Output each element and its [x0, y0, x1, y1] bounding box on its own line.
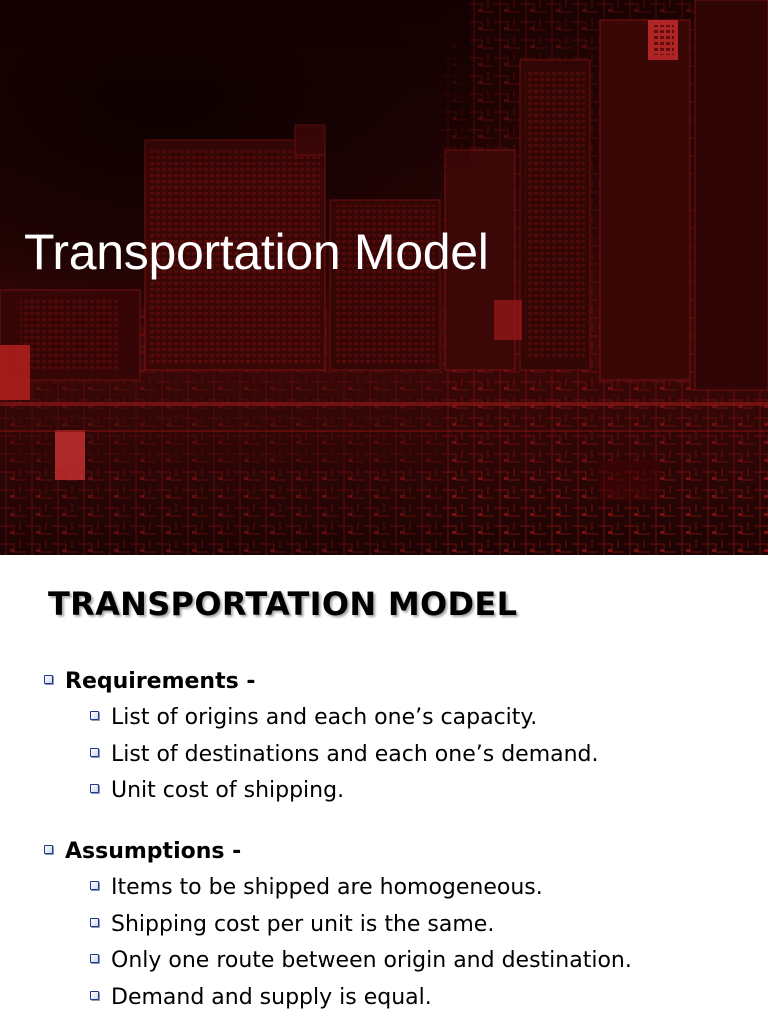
list-item-text: List of origins and each one’s capacity.	[111, 705, 538, 731]
hollow-square-bullet-icon	[90, 711, 99, 720]
list-item-text: List of destinations and each one’s demand.	[111, 741, 599, 767]
hollow-square-bullet-icon	[90, 991, 99, 1000]
hollow-square-bullet-icon	[90, 784, 99, 793]
hollow-square-bullet-icon	[44, 675, 53, 684]
list-item	[90, 979, 744, 1016]
hollow-square-bullet-icon	[44, 845, 53, 854]
list-item	[90, 736, 744, 773]
hollow-square-bullet-icon	[90, 954, 99, 963]
content-slide	[0, 555, 768, 1024]
list-item	[90, 700, 744, 737]
list-item	[90, 773, 744, 810]
hollow-square-bullet-icon	[90, 918, 99, 927]
slide-heading: TRANSPORTATION MODEL	[48, 585, 518, 623]
list-item	[90, 943, 744, 980]
bullet-list	[44, 663, 744, 1016]
section-label: Assumptions -	[65, 838, 242, 864]
list-item-text: Demand and supply is equal.	[111, 984, 432, 1010]
sub-bullet-list	[44, 700, 744, 810]
requirements-section	[44, 663, 744, 809]
list-item	[90, 870, 744, 907]
section-label: Requirements -	[65, 668, 256, 694]
list-item	[90, 906, 744, 943]
sub-bullet-list	[44, 870, 744, 1016]
slide-title: Transportation Model	[24, 224, 489, 280]
assumptions-section	[44, 833, 744, 1016]
list-item-text: Only one route between origin and destination.	[111, 948, 632, 974]
list-item-text: Items to be shipped are homogeneous.	[111, 875, 543, 901]
list-item-text: Shipping cost per unit is the same.	[111, 911, 495, 937]
list-item-text: Unit cost of shipping.	[111, 778, 345, 804]
hollow-square-bullet-icon	[90, 748, 99, 757]
hollow-square-bullet-icon	[90, 881, 99, 890]
